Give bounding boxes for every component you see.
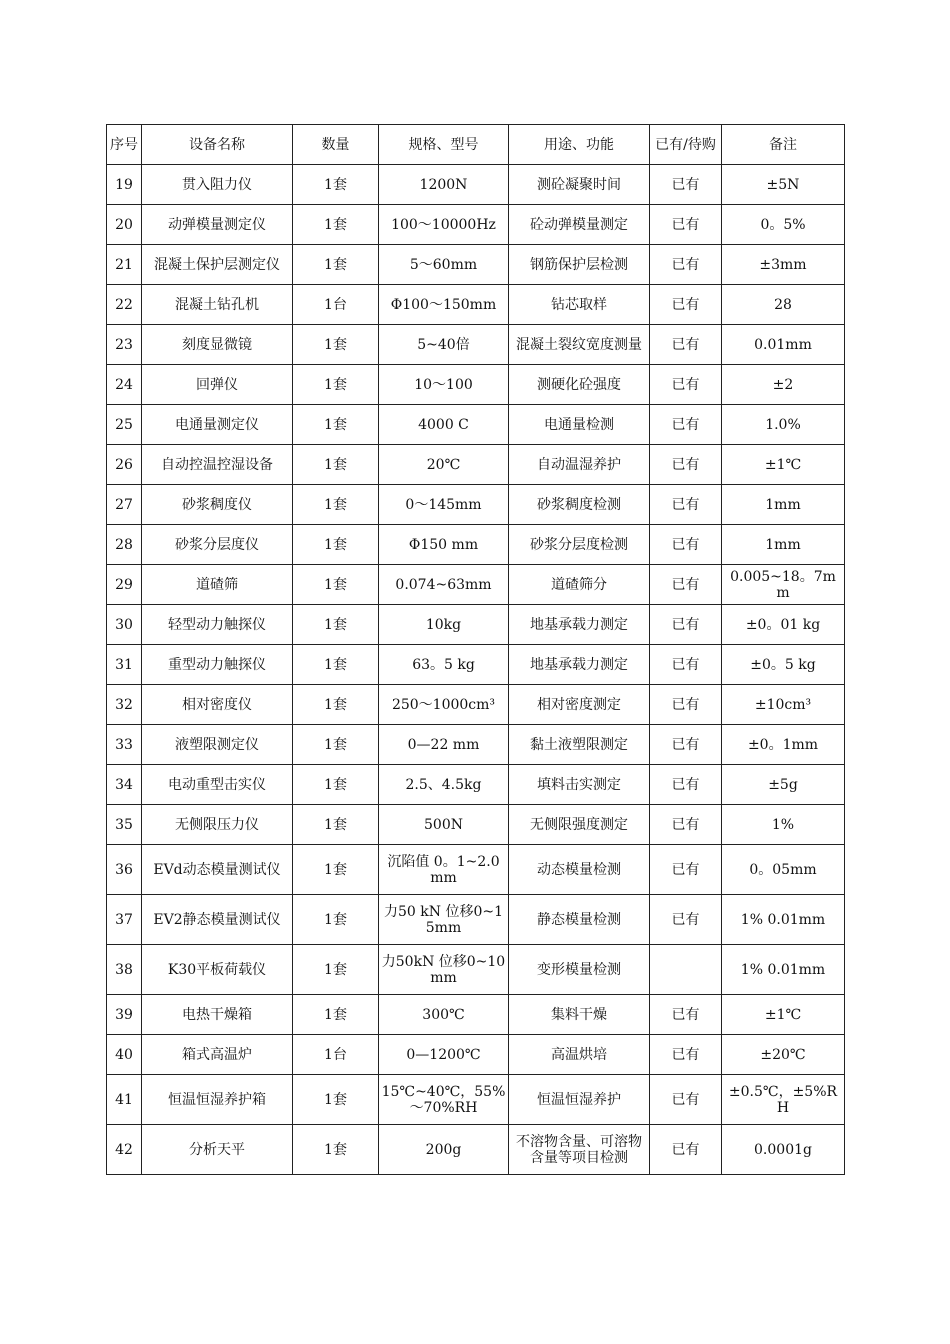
availability-status-cell: 已有 <box>650 895 722 945</box>
remark-cell: ±0.5℃，±5%RH <box>722 1075 845 1125</box>
remark-cell: 1mm <box>722 525 845 565</box>
spec-model-cell: 250～1000cm³ <box>379 685 509 725</box>
availability-status-cell: 已有 <box>650 285 722 325</box>
table-row <box>107 1035 845 1075</box>
row-number-cell: 19 <box>107 165 142 205</box>
table-row <box>107 205 845 245</box>
availability-status-cell: 已有 <box>650 165 722 205</box>
remark-cell: ±5g <box>722 765 845 805</box>
spec-model-cell: 0—22 mm <box>379 725 509 765</box>
purpose-cell: 电通量检测 <box>509 405 650 445</box>
header-remark: 备注 <box>722 125 845 165</box>
availability-status-cell: 已有 <box>650 365 722 405</box>
row-number-cell: 22 <box>107 285 142 325</box>
purpose-cell: 集料干燥 <box>509 995 650 1035</box>
table-row <box>107 845 845 895</box>
table-row <box>107 485 845 525</box>
table-row <box>107 285 845 325</box>
remark-cell: 1% 0.01mm <box>722 895 845 945</box>
equipment-name-cell: K30平板荷载仪 <box>142 945 293 995</box>
equipment-name-cell: 恒温恒湿养护箱 <box>142 1075 293 1125</box>
purpose-cell: 砂浆分层度检测 <box>509 525 650 565</box>
row-number-cell: 28 <box>107 525 142 565</box>
spec-model-cell: 100～10000Hz <box>379 205 509 245</box>
quantity-cell: 1套 <box>293 945 379 995</box>
spec-model-cell: Φ150 mm <box>379 525 509 565</box>
availability-status-cell: 已有 <box>650 645 722 685</box>
availability-status-cell: 已有 <box>650 525 722 565</box>
purpose-cell: 填料击实测定 <box>509 765 650 805</box>
availability-status-cell: 已有 <box>650 245 722 285</box>
equipment-name-cell: EVd动态模量测试仪 <box>142 845 293 895</box>
purpose-cell: 静态模量检测 <box>509 895 650 945</box>
row-number-cell: 24 <box>107 365 142 405</box>
row-number-cell: 32 <box>107 685 142 725</box>
row-number-cell: 37 <box>107 895 142 945</box>
purpose-cell: 地基承载力测定 <box>509 605 650 645</box>
equipment-name-cell: 混凝土保护层测定仪 <box>142 245 293 285</box>
remark-cell: ±1℃ <box>722 445 845 485</box>
equipment-name-cell: 电动重型击实仪 <box>142 765 293 805</box>
row-number-cell: 21 <box>107 245 142 285</box>
row-number-cell: 20 <box>107 205 142 245</box>
quantity-cell: 1套 <box>293 165 379 205</box>
table-row <box>107 405 845 445</box>
spec-model-cell: 200g <box>379 1125 509 1175</box>
purpose-cell: 自动温湿养护 <box>509 445 650 485</box>
remark-cell: 0。05mm <box>722 845 845 895</box>
row-number-cell: 29 <box>107 565 142 605</box>
spec-model-cell: 300℃ <box>379 995 509 1035</box>
equipment-name-cell: 无侧限压力仪 <box>142 805 293 845</box>
header-row <box>107 125 845 165</box>
table-row <box>107 605 845 645</box>
remark-cell: ±0。1mm <box>722 725 845 765</box>
equipment-name-cell: 分析天平 <box>142 1125 293 1175</box>
equipment-name-cell: 电热干燥箱 <box>142 995 293 1035</box>
quantity-cell: 1套 <box>293 995 379 1035</box>
purpose-cell: 砂浆稠度检测 <box>509 485 650 525</box>
table-row <box>107 245 845 285</box>
table-row <box>107 645 845 685</box>
equipment-name-cell: 箱式高温炉 <box>142 1035 293 1075</box>
equipment-name-cell: 重型动力触探仪 <box>142 645 293 685</box>
availability-status-cell: 已有 <box>650 1035 722 1075</box>
purpose-cell: 道碴筛分 <box>509 565 650 605</box>
availability-status-cell: 已有 <box>650 805 722 845</box>
row-number-cell: 27 <box>107 485 142 525</box>
equipment-table <box>106 124 845 1175</box>
equipment-name-cell: 动弹模量测定仪 <box>142 205 293 245</box>
purpose-cell: 黏土液塑限测定 <box>509 725 650 765</box>
availability-status-cell: 已有 <box>650 765 722 805</box>
equipment-name-cell: 液塑限测定仪 <box>142 725 293 765</box>
remark-cell: ±5N <box>722 165 845 205</box>
quantity-cell: 1套 <box>293 445 379 485</box>
spec-model-cell: 2.5、4.5kg <box>379 765 509 805</box>
availability-status-cell: 已有 <box>650 845 722 895</box>
availability-status-cell <box>650 945 722 995</box>
row-number-cell: 33 <box>107 725 142 765</box>
equipment-name-cell: 自动控温控湿设备 <box>142 445 293 485</box>
quantity-cell: 1套 <box>293 565 379 605</box>
equipment-name-cell: 电通量测定仪 <box>142 405 293 445</box>
table-row <box>107 995 845 1035</box>
quantity-cell: 1套 <box>293 205 379 245</box>
availability-status-cell: 已有 <box>650 685 722 725</box>
row-number-cell: 36 <box>107 845 142 895</box>
equipment-name-cell: 回弹仪 <box>142 365 293 405</box>
purpose-cell: 无侧限强度测定 <box>509 805 650 845</box>
row-number-cell: 38 <box>107 945 142 995</box>
table-row <box>107 725 845 765</box>
table-row <box>107 895 845 945</box>
quantity-cell: 1套 <box>293 405 379 445</box>
purpose-cell: 测砼凝聚时间 <box>509 165 650 205</box>
purpose-cell: 地基承载力测定 <box>509 645 650 685</box>
equipment-name-cell: EV2静态模量测试仪 <box>142 895 293 945</box>
spec-model-cell: 0—1200℃ <box>379 1035 509 1075</box>
row-number-cell: 41 <box>107 1075 142 1125</box>
spec-model-cell: 0～145mm <box>379 485 509 525</box>
quantity-cell: 1套 <box>293 485 379 525</box>
spec-model-cell: 4000 C <box>379 405 509 445</box>
row-number-cell: 40 <box>107 1035 142 1075</box>
remark-cell: 28 <box>722 285 845 325</box>
row-number-cell: 35 <box>107 805 142 845</box>
equipment-name-cell: 相对密度仪 <box>142 685 293 725</box>
header-status: 已有/待购 <box>650 125 722 165</box>
remark-cell: 0.005~18。7mm <box>722 565 845 605</box>
row-number-cell: 31 <box>107 645 142 685</box>
purpose-cell: 高温烘培 <box>509 1035 650 1075</box>
purpose-cell: 变形模量检测 <box>509 945 650 995</box>
purpose-cell: 恒温恒湿养护 <box>509 1075 650 1125</box>
header-name: 设备名称 <box>142 125 293 165</box>
table-row <box>107 565 845 605</box>
availability-status-cell: 已有 <box>650 205 722 245</box>
row-number-cell: 30 <box>107 605 142 645</box>
quantity-cell: 1套 <box>293 685 379 725</box>
purpose-cell: 钢筋保护层检测 <box>509 245 650 285</box>
quantity-cell: 1套 <box>293 645 379 685</box>
table-row <box>107 945 845 995</box>
remark-cell: ±3mm <box>722 245 845 285</box>
row-number-cell: 25 <box>107 405 142 445</box>
remark-cell: ±10cm³ <box>722 685 845 725</box>
quantity-cell: 1套 <box>293 605 379 645</box>
remark-cell: 1% 0.01mm <box>722 945 845 995</box>
quantity-cell: 1套 <box>293 845 379 895</box>
equipment-name-cell: 砂浆分层度仪 <box>142 525 293 565</box>
spec-model-cell: 1200N <box>379 165 509 205</box>
quantity-cell: 1套 <box>293 805 379 845</box>
equipment-name-cell: 道碴筛 <box>142 565 293 605</box>
table-row <box>107 1075 845 1125</box>
remark-cell: ±1℃ <box>722 995 845 1035</box>
availability-status-cell: 已有 <box>650 725 722 765</box>
availability-status-cell: 已有 <box>650 1125 722 1175</box>
quantity-cell: 1台 <box>293 285 379 325</box>
remark-cell: ±2 <box>722 365 845 405</box>
quantity-cell: 1套 <box>293 245 379 285</box>
quantity-cell: 1套 <box>293 365 379 405</box>
quantity-cell: 1套 <box>293 325 379 365</box>
remark-cell: ±0。5 kg <box>722 645 845 685</box>
row-number-cell: 42 <box>107 1125 142 1175</box>
remark-cell: 0.01mm <box>722 325 845 365</box>
equipment-name-cell: 刻度显微镜 <box>142 325 293 365</box>
availability-status-cell: 已有 <box>650 605 722 645</box>
spec-model-cell: 沉陷值 0。1~2.0mm <box>379 845 509 895</box>
purpose-cell: 不溶物含量、可溶物含量等项目检测 <box>509 1125 650 1175</box>
table-row <box>107 445 845 485</box>
remark-cell: 1.0% <box>722 405 845 445</box>
remark-cell: 1% <box>722 805 845 845</box>
spec-model-cell: 力50kN 位移0~10mm <box>379 945 509 995</box>
equipment-name-cell: 混凝土钻孔机 <box>142 285 293 325</box>
purpose-cell: 混凝土裂纹宽度测量 <box>509 325 650 365</box>
table-row <box>107 685 845 725</box>
spec-model-cell: 5~40倍 <box>379 325 509 365</box>
table-row <box>107 805 845 845</box>
table-row <box>107 765 845 805</box>
quantity-cell: 1套 <box>293 525 379 565</box>
spec-model-cell: 0.074~63mm <box>379 565 509 605</box>
table-row <box>107 365 845 405</box>
quantity-cell: 1套 <box>293 1125 379 1175</box>
row-number-cell: 39 <box>107 995 142 1035</box>
purpose-cell: 砼动弹模量测定 <box>509 205 650 245</box>
availability-status-cell: 已有 <box>650 995 722 1035</box>
spec-model-cell: 10～100 <box>379 365 509 405</box>
availability-status-cell: 已有 <box>650 565 722 605</box>
header-spec: 规格、型号 <box>379 125 509 165</box>
quantity-cell: 1套 <box>293 1075 379 1125</box>
quantity-cell: 1套 <box>293 895 379 945</box>
purpose-cell: 钻芯取样 <box>509 285 650 325</box>
availability-status-cell: 已有 <box>650 325 722 365</box>
purpose-cell: 测硬化砼强度 <box>509 365 650 405</box>
quantity-cell: 1台 <box>293 1035 379 1075</box>
equipment-name-cell: 轻型动力触探仪 <box>142 605 293 645</box>
equipment-name-cell: 贯入阻力仪 <box>142 165 293 205</box>
spec-model-cell: 5～60mm <box>379 245 509 285</box>
remark-cell: 0。5% <box>722 205 845 245</box>
purpose-cell: 动态模量检测 <box>509 845 650 895</box>
equipment-name-cell: 砂浆稠度仪 <box>142 485 293 525</box>
availability-status-cell: 已有 <box>650 485 722 525</box>
spec-model-cell: 10kg <box>379 605 509 645</box>
remark-cell: 0.0001g <box>722 1125 845 1175</box>
header-use: 用途、功能 <box>509 125 650 165</box>
table-row <box>107 1125 845 1175</box>
spec-model-cell: 63。5 kg <box>379 645 509 685</box>
table-row <box>107 525 845 565</box>
row-number-cell: 34 <box>107 765 142 805</box>
remark-cell: 1mm <box>722 485 845 525</box>
quantity-cell: 1套 <box>293 725 379 765</box>
remark-cell: ±0。01 kg <box>722 605 845 645</box>
purpose-cell: 相对密度测定 <box>509 685 650 725</box>
availability-status-cell: 已有 <box>650 445 722 485</box>
quantity-cell: 1套 <box>293 765 379 805</box>
availability-status-cell: 已有 <box>650 405 722 445</box>
header-qty: 数量 <box>293 125 379 165</box>
remark-cell: ±20℃ <box>722 1035 845 1075</box>
spec-model-cell: 力50 kN 位移0~15mm <box>379 895 509 945</box>
header-seq: 序号 <box>107 125 142 165</box>
row-number-cell: 26 <box>107 445 142 485</box>
availability-status-cell: 已有 <box>650 1075 722 1125</box>
spec-model-cell: 15℃~40℃，55%～70%RH <box>379 1075 509 1125</box>
spec-model-cell: Φ100～150mm <box>379 285 509 325</box>
spec-model-cell: 500N <box>379 805 509 845</box>
table-row <box>107 325 845 365</box>
table-row <box>107 165 845 205</box>
spec-model-cell: 20℃ <box>379 445 509 485</box>
row-number-cell: 23 <box>107 325 142 365</box>
